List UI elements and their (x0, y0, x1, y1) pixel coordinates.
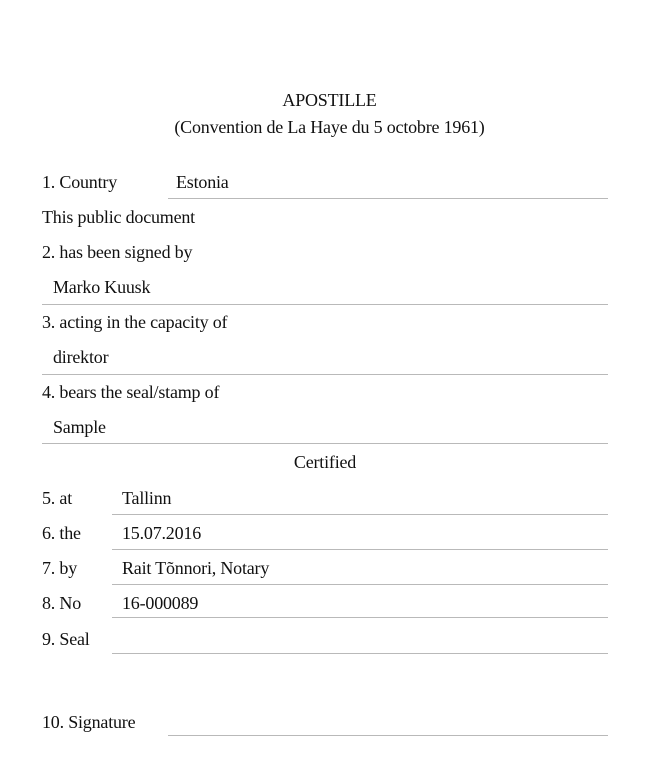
capacity-value: direktor (53, 347, 109, 367)
date-underline (112, 549, 608, 550)
seal-of-underline (42, 443, 608, 444)
seal-of-label: 4. bears the seal/stamp of (42, 382, 220, 402)
seal-underline (112, 653, 608, 654)
seal-of-value: Sample (53, 417, 106, 437)
by-value: Rait Tõnnori, Notary (122, 558, 270, 578)
signature-underline (168, 735, 608, 736)
seal-label: 9. Seal (42, 629, 90, 649)
signed-by-label: 2. has been signed by (42, 242, 193, 262)
date-value: 15.07.2016 (122, 523, 202, 543)
document-subtitle: (Convention de La Haye du 5 octobre 1961) (174, 117, 485, 137)
country-label: 1. Country (42, 172, 118, 192)
by-underline (112, 584, 608, 585)
signed-by-value: Marko Kuusk (53, 277, 151, 297)
country-value: Estonia (176, 172, 229, 192)
certified-heading: Certified (293, 452, 357, 472)
signed-by-underline (42, 304, 608, 305)
capacity-label: 3. acting in the capacity of (42, 312, 228, 332)
date-label: 6. the (42, 523, 81, 543)
at-value: Tallinn (122, 488, 172, 508)
signature-label: 10. Signature (42, 712, 136, 732)
at-underline (112, 514, 608, 515)
number-value: 16-000089 (122, 593, 199, 613)
public-document-text: This public document (42, 207, 195, 227)
number-label: 8. No (42, 593, 81, 613)
at-label: 5. at (42, 488, 72, 508)
by-label: 7. by (42, 558, 78, 578)
document-title: APOSTILLE (282, 90, 377, 110)
capacity-underline (42, 374, 608, 375)
country-underline (168, 198, 608, 199)
number-underline (112, 617, 608, 618)
